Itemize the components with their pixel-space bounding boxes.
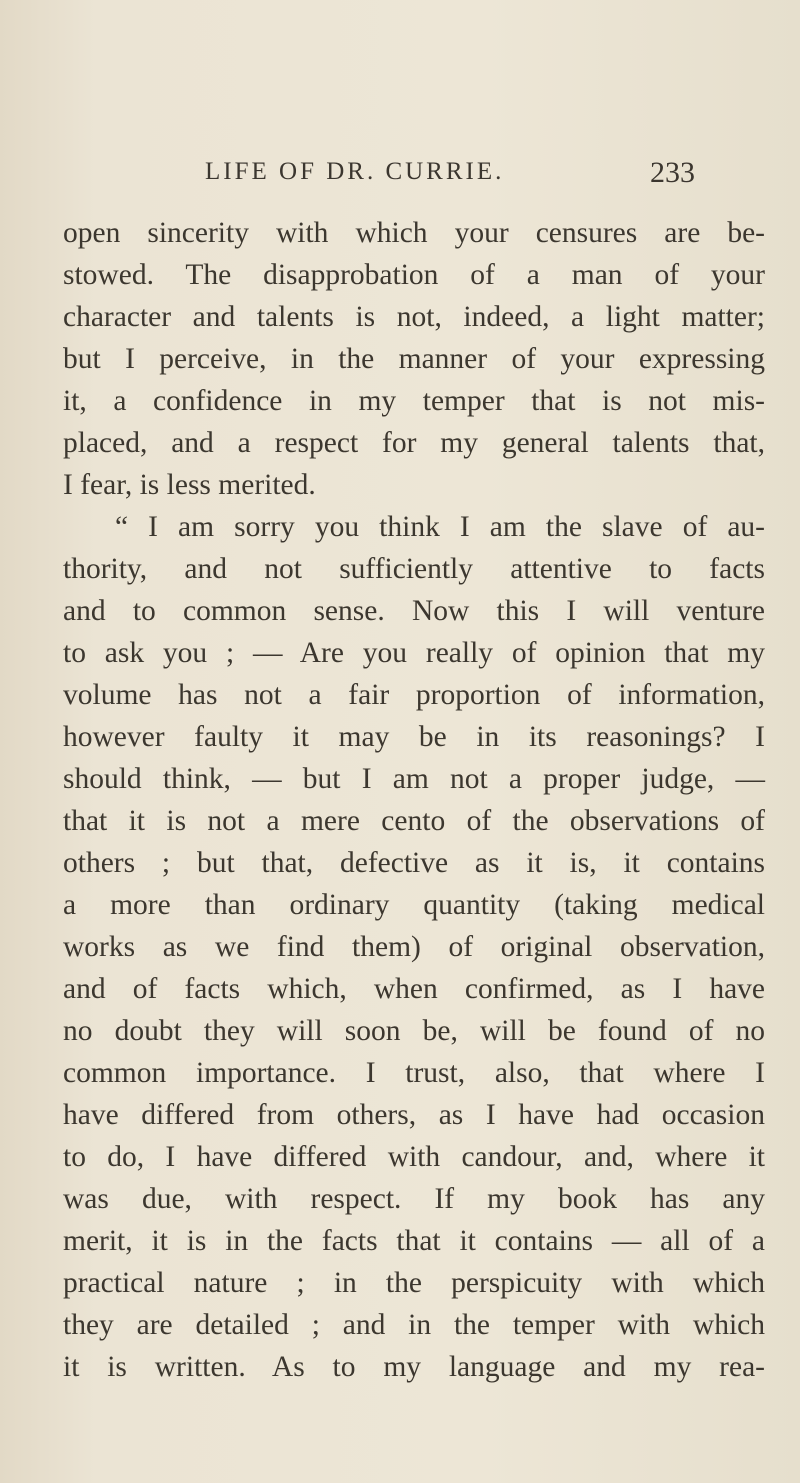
text-line: should think, — but I am not a proper judge, —: [63, 763, 765, 795]
text-line: however faulty it may be in its reasonings? I: [63, 721, 765, 753]
text-line: it is written. As to my language and my rea-: [63, 1351, 765, 1383]
text-line: was due, with respect. If my book has any: [63, 1183, 765, 1215]
text-line: have differed from others, as I have had occasion: [63, 1099, 765, 1131]
text-line: practical nature ; in the perspicuity with which: [63, 1267, 765, 1299]
body-text: [63, 212, 765, 1388]
text-line: merit, it is in the facts that it contains — all of a: [63, 1225, 765, 1257]
text-line: a more than ordinary quantity (taking medical: [63, 889, 765, 921]
text-line: it, a confidence in my temper that is not mis-: [63, 385, 765, 417]
text-line: “ I am sorry you think I am the slave of au-: [115, 511, 765, 543]
text-line: and of facts which, when confirmed, as I have: [63, 973, 765, 1005]
text-line: others ; but that, defective as it is, it contains: [63, 847, 765, 879]
page-header: [0, 158, 800, 198]
text-line: but I perceive, in the manner of your expressing: [63, 343, 765, 375]
text-line: open sincerity with which your censures are be-: [63, 217, 765, 249]
running-head: LIFE OF DR. CURRIE.: [205, 158, 505, 185]
text-line: and to common sense. Now this I will venture: [63, 595, 765, 627]
text-line: I fear, is less merited.: [63, 469, 316, 501]
text-line: that it is not a mere cento of the observations of: [63, 805, 765, 837]
text-line: to do, I have differed with candour, and, where it: [63, 1141, 765, 1173]
text-line: common importance. I trust, also, that where I: [63, 1057, 765, 1089]
text-line: thority, and not sufficiently attentive to facts: [63, 553, 765, 585]
text-line: to ask you ; — Are you really of opinion that my: [63, 637, 765, 669]
text-line: they are detailed ; and in the temper with which: [63, 1309, 765, 1341]
text-line: volume has not a fair proportion of information,: [63, 679, 765, 711]
text-line: placed, and a respect for my general talents that,: [63, 427, 765, 459]
text-line: works as we find them) of original observation,: [63, 931, 765, 963]
page-number: 233: [650, 156, 695, 189]
text-line: no doubt they will soon be, will be found of no: [63, 1015, 765, 1047]
text-line: character and talents is not, indeed, a light matter;: [63, 301, 765, 333]
text-line: stowed. The disapprobation of a man of your: [63, 259, 765, 291]
